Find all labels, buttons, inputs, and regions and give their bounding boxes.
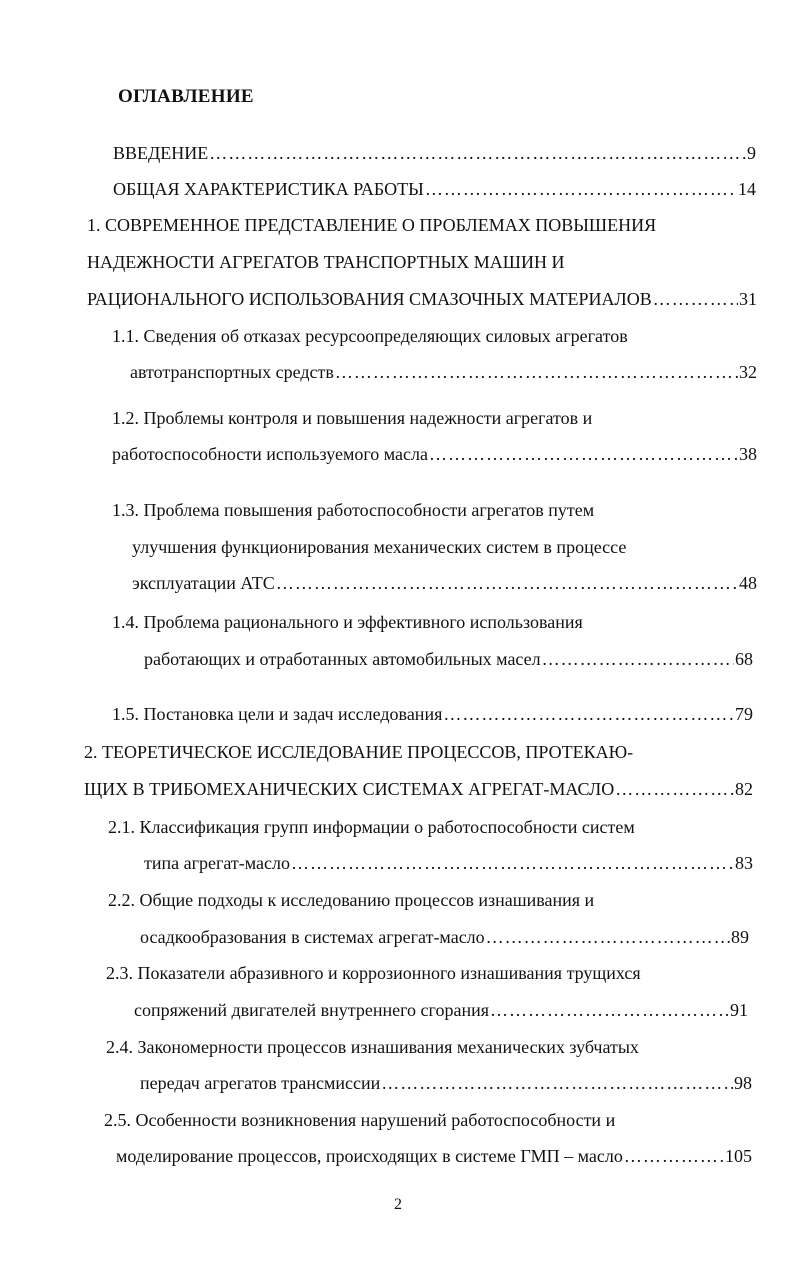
section-2-3-line-1: 2.3. Показатели абразивного и коррозионного изнашивания трущихся [106, 963, 641, 983]
chapter-1-heading-line-2: НАДЕЖНОСТИ АГРЕГАТОВ ТРАНСПОРТНЫХ МАШИН И [87, 252, 565, 272]
toc-entry-section-2-5 [116, 1144, 752, 1168]
toc-entry-page: 31 [739, 289, 757, 309]
toc-entry-section-1-1 [130, 360, 757, 384]
page-number: 2 [394, 1196, 402, 1213]
toc-entry-intro [113, 141, 756, 165]
dot-leader [425, 177, 737, 201]
toc-entry-label: ОБЩАЯ ХАРАКТЕРИСТИКА РАБОТЫ [113, 179, 424, 199]
toc-entry-section-1-4 [144, 647, 753, 671]
dot-leader [335, 360, 738, 384]
dot-leader [381, 1071, 733, 1095]
toc-entry-label: автотранспортных средств [130, 362, 334, 382]
dot-leader [443, 702, 734, 726]
toc-entry-section-1-3 [132, 571, 757, 595]
section-2-1-line-1: 2.1. Классификация групп информации о работоспособности систем [108, 817, 635, 837]
toc-title: ОГЛАВЛЕНИЕ [118, 86, 254, 107]
section-2-2-line-1: 2.2. Общие подходы к исследованию процессов изнашивания и [108, 890, 595, 910]
toc-entry-section-2-4 [140, 1071, 752, 1095]
dot-leader [542, 647, 734, 671]
toc-entry-section-2-3 [134, 998, 748, 1022]
toc-entry-label: работоспособности используемого масла [112, 444, 429, 464]
dot-leader [429, 442, 738, 466]
toc-entry-page: 105 [725, 1146, 752, 1166]
dot-leader [276, 571, 738, 595]
dot-leader [209, 141, 746, 165]
chapter-1-heading-line-1: 1. СОВРЕМЕННОЕ ПРЕДСТАВЛЕНИЕ О ПРОБЛЕМАХ ПОВЫШЕНИЯ [87, 215, 657, 235]
toc-entry-label: типа агрегат-масло [144, 853, 290, 873]
toc-entry-chapter-2 [84, 777, 753, 801]
section-1-2-line-1: 1.2. Проблемы контроля и повышения надежности агрегатов и [112, 408, 593, 428]
dot-leader [624, 1144, 724, 1168]
dot-leader [291, 851, 734, 875]
toc-entry-page: 82 [735, 779, 753, 799]
section-1-1-line-1: 1.1. Сведения об отказах ресурсоопределяющих силовых агрегатов [112, 326, 628, 346]
toc-entry-page: 38 [739, 444, 757, 464]
chapter-2-heading-line-1: 2. ТЕОРЕТИЧЕСКОЕ ИССЛЕДОВАНИЕ ПРОЦЕССОВ, ПРОТЕКАЮ- [84, 742, 634, 762]
dot-leader [615, 777, 734, 801]
toc-entry-page: 83 [735, 853, 753, 873]
toc-entry-label: РАЦИОНАЛЬНОГО ИСПОЛЬЗОВАНИЯ СМАЗОЧНЫХ МАТЕРИАЛОВ [87, 289, 652, 309]
dot-leader [490, 998, 729, 1022]
section-2-4-line-1: 2.4. Закономерности процессов изнашивания механических зубчатых [106, 1037, 639, 1057]
toc-entry-section-2-2 [140, 925, 749, 949]
toc-entry-section-1-2 [112, 442, 757, 466]
toc-entry-page: 98 [734, 1073, 752, 1093]
toc-entry-page: 79 [735, 704, 753, 724]
section-1-3-line-1: 1.3. Проблема повышения работоспособности агрегатов путем [112, 500, 595, 520]
toc-entry-page: 91 [730, 1000, 748, 1020]
toc-entry-label: ВВЕДЕНИЕ [113, 143, 209, 163]
dot-leader [486, 925, 730, 949]
toc-entry-page: 14 [738, 179, 756, 199]
toc-entry-page: 89 [731, 927, 749, 947]
section-2-5-line-1: 2.5. Особенности возникновения нарушений работоспособности и [104, 1110, 616, 1130]
toc-entry-chapter-1 [87, 287, 757, 311]
toc-entry-page: 32 [739, 362, 757, 382]
toc-entry-page: 68 [735, 649, 753, 669]
section-1-3-line-2: улучшения функционирования механических систем в процессе [132, 537, 627, 557]
section-1-4-line-1: 1.4. Проблема рационального и эффективного использования [112, 612, 583, 632]
toc-entry-general [113, 177, 756, 201]
toc-entry-label: работающих и отработанных автомобильных масел [144, 649, 541, 669]
toc-entry-page: 48 [739, 573, 757, 593]
toc-entry-section-2-1 [144, 851, 753, 875]
toc-entry-label: моделирование процессов, происходящих в системе ГМП – масло [116, 1146, 623, 1166]
toc-entry-section-1-5 [112, 702, 753, 726]
toc-entry-label: передач агрегатов трансмиссии [140, 1073, 381, 1093]
toc-entry-label: 1.5. Постановка цели и задач исследования [112, 704, 443, 724]
toc-entry-label: ЩИХ В ТРИБОМЕХАНИЧЕСКИХ СИСТЕМАХ АГРЕГАТ-МАСЛО [84, 779, 615, 799]
toc-entry-label: осадкообразования в системах агрегат-масло [140, 927, 485, 947]
toc-entry-label: сопряжений двигателей внутреннего сгорания [134, 1000, 489, 1020]
toc-entry-page: 9 [747, 143, 756, 163]
toc-entry-label: эксплуатации АТС [132, 573, 275, 593]
dot-leader [653, 287, 738, 311]
